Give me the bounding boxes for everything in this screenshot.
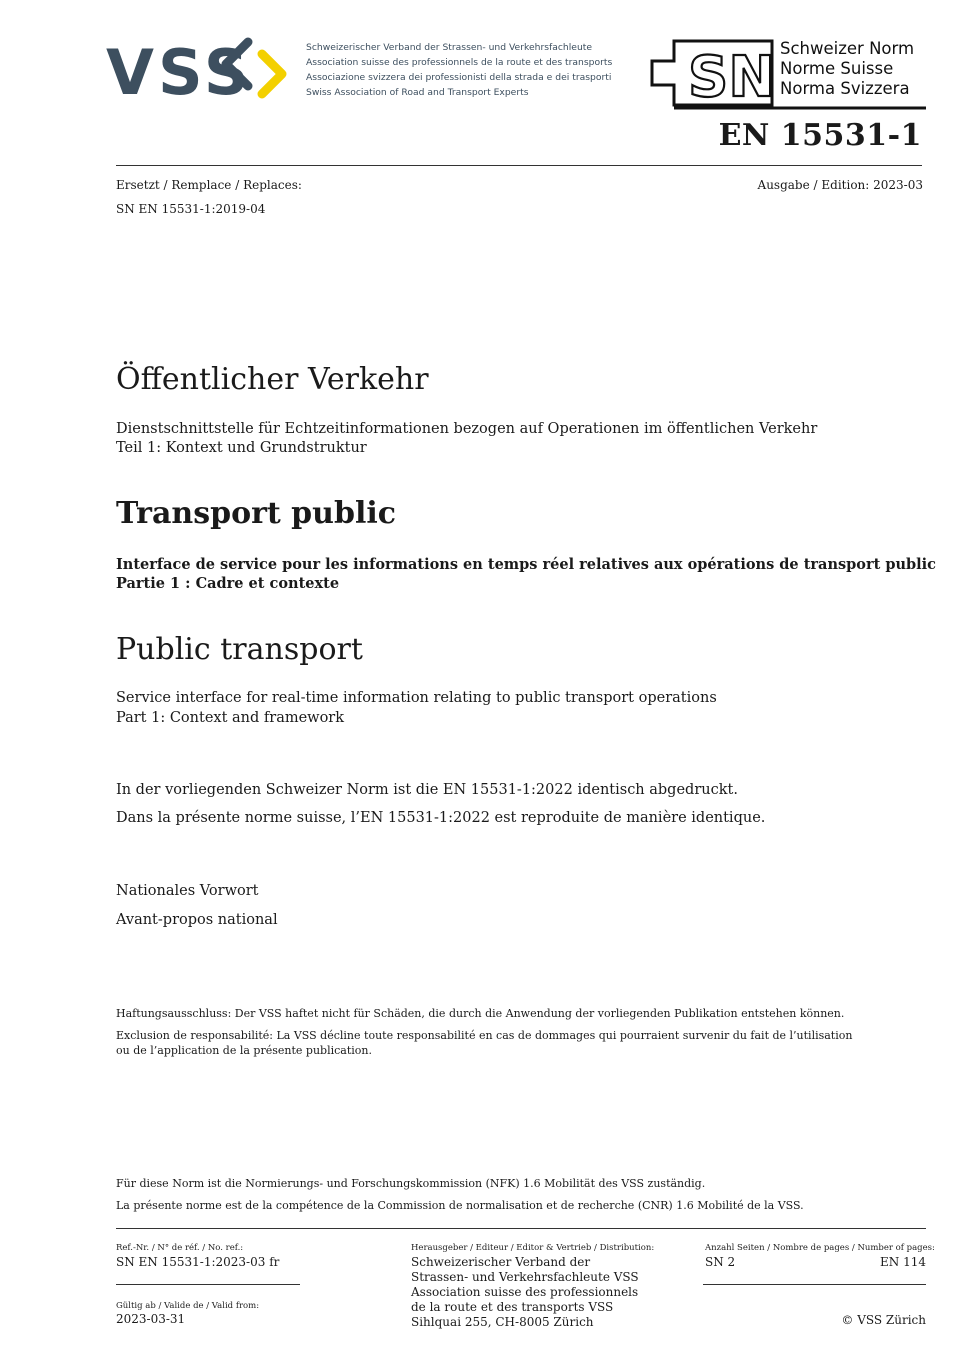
subtitle-en-1: Service interface for real-time information relating to public transport operations [116,690,717,706]
ref-value: SN EN 15531-1:2023-03 fr [116,1255,280,1269]
publisher-line: Strassen- und Verkehrsfachleute VSS [411,1270,639,1284]
foreword-de: Nationales Vorwort [116,883,259,899]
foreword-fr: Avant-propos national [116,912,278,928]
sn-name-de: Schweizer Norm [780,39,915,58]
title-de: Öffentlicher Verkehr [116,362,429,397]
ref-label: Ref.-Nr. / N° de réf. / No. ref.: [116,1243,244,1253]
document-number: EN 15531-1 [718,118,922,153]
disclaimer-fr-2: ou de l’application de la présente publication. [116,1044,372,1057]
sn-logo-text: SN [688,45,776,110]
publisher-label: Herausgeber / Editeur / Editor & Vertrieb / Distribution: [411,1243,655,1253]
publisher-line: Sihlquai 255, CH-8005 Zürich [411,1315,594,1329]
sn-names [780,39,914,99]
vss-tagline-en: Swiss Association of Road and Transport Experts [306,87,529,98]
replaces-label: Ersetzt / Remplace / Replaces: [116,178,302,192]
ref-divider [116,1284,300,1285]
pages-divider [703,1284,926,1285]
identical-note-de: In der vorliegenden Schweizer Norm ist die EN 15531-1:2022 identisch abgedruckt. [116,782,738,798]
subtitle-fr-2: Partie 1 : Cadre et contexte [116,575,340,592]
vss-logo [106,34,292,104]
vss-tagline-fr: Association suisse des professionnels de la route et des transports [306,57,613,68]
header-divider [116,165,922,166]
title-fr: Transport public [116,496,397,531]
publisher-address [411,1255,639,1330]
disclaimer-fr-1: Exclusion de responsabilité: La VSS décline toute responsabilité en cas de dommages qui pourraient survenir du fait de l’utilisation [116,1029,853,1042]
sn-name-fr: Norme Suisse [780,59,894,78]
publisher-line: Association suisse des professionnels [411,1285,639,1299]
subtitle-fr-1: Interface de service pour les informations en temps réel relatives aux opérations de transport public [116,556,937,573]
vss-tagline [306,40,612,100]
title-en: Public transport [116,632,363,667]
chevron-right-icon [262,54,282,94]
vss-logo-text: VSS [106,36,253,104]
subtitle-de-2: Teil 1: Kontext und Grundstruktur [116,440,367,456]
valid-value: 2023-03-31 [116,1312,186,1326]
pages-label: Anzahl Seiten / Nombre de pages / Number of pages: [705,1243,935,1253]
copyright: © VSS Zürich [841,1313,926,1327]
vss-tagline-it: Associazione svizzera dei professionisti della strada e dei trasporti [306,72,612,83]
valid-label: Gültig ab / Valide de / Valid from: [116,1301,260,1311]
identical-note-fr: Dans la présente norme suisse, l’EN 15531-1:2022 est reproduite de manière identique. [116,810,766,826]
subtitle-en-2: Part 1: Context and framework [116,710,345,726]
edition: Ausgabe / Edition: 2023-03 [757,178,923,192]
subtitle-de-1: Dienstschnittstelle für Echtzeitinformationen bezogen auf Operationen im öffentlichen Verkehr [116,421,818,437]
commission-de: Für diese Norm ist die Normierungs- und Forschungskommission (NFK) 1.6 Mobilität des VSS zuständig. [116,1177,706,1190]
vss-tagline-de: Schweizerischer Verband der Strassen- und Verkehrsfachleute [306,42,593,53]
replaces-value: SN EN 15531-1:2019-04 [116,202,266,216]
disclaimer-de: Haftungsausschluss: Der VSS haftet nicht für Schäden, die durch die Anwendung der vorliegenden Publikation entstehen können. [116,1007,845,1020]
pages-sn: SN 2 [705,1255,736,1269]
sn-name-it: Norma Svizzera [780,79,910,98]
publisher-line: Schweizerischer Verband der [411,1255,591,1269]
publisher-line: de la route et des transports VSS [411,1300,614,1314]
footer-divider [116,1228,926,1229]
pages-en: EN 114 [880,1255,926,1269]
commission-fr: La présente norme est de la compétence de la Commission de normalisation et de recherche (CNR) 1.6 Mobilité de la VSS. [116,1199,804,1212]
